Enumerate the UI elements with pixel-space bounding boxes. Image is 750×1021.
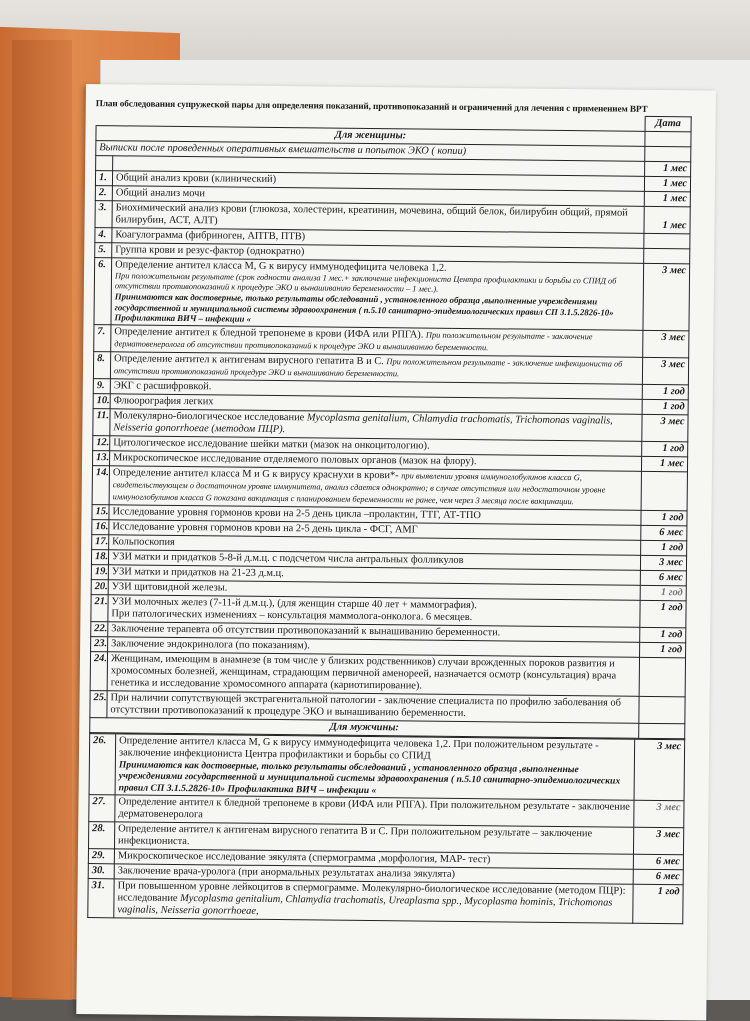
item-text: Флюорография легких — [110, 393, 642, 414]
table-row: 26. Определение антител класса M, G к вирусу иммунодефицита человека 1,2. При положительном результате - заключение инфекциониста Центра профилактики и борьбы со СПИД Принимаются как достоверные, только результаты обследований , установленного образца ,выполненные учреждениями государственной и муниципальной системы здравоохранения ( п.5.10 санитарно-эпидемиологических правил СП 3.1.5.2826-10» Профилактика ВИЧ – инфекции « 3 мес — [89, 733, 685, 801]
item-note: при выявлении уровня иммуноглобулинов класса G, свидетельствующем о достаточном уровне иммунитета, анализ сдается однократно; в случае отсутствия или недостаточном уровне иммуноглобулинов класса G показана вакцинация с планированием беременности не ранее, чем через 3 месяца после вакцинации. — [112, 470, 606, 506]
item-text: УЗИ молочных желез (7-11-й д.м.ц.), (для женщин старше 40 лет + маммография). При патологических изменениях – консультация маммолога-онколога. 6 месяцев. — [108, 594, 640, 627]
table-row: 5. Группа крови и резус-фактор (однократно) — [95, 243, 690, 264]
item-text: Кольпоскопия — [109, 534, 641, 555]
item-text: Заключение врача-уролога (при анормальных результатах анализа эякулята) — [114, 864, 633, 884]
item-text: УЗИ матки и придатков на 21-23 д.м.ц. — [108, 564, 640, 585]
item-date: 3 мес — [640, 555, 686, 570]
item-date: 1 год — [640, 585, 686, 600]
extracts-note: Выписки после проведенных оперативных вмешательств и попыток ЭКО ( копии) — [96, 141, 645, 162]
table-row: 24. Женщинам, имеющим в анамнезе (в том числе у близких родственников) случаи врожденных пороков развития и хромосомных болезней, женщинам, страдающим первичной аменореей, назначается осмотр (консультация) врача генетика и исследование хромосомного аппарата (кариотипирование). — [90, 651, 685, 696]
table-row: 15. Исследование уровня гормонов крови на 2-5 день цикла –пролактин, ТТГ, АТ-ТПО 1 год — [92, 504, 687, 525]
item-date: 1 год — [642, 441, 688, 456]
table-row: 10. Флюорография легких 1 год — [93, 393, 688, 414]
table-row: 8. Определение антител к антигенам вирусного гепатита В и С. При положительном результате - заключение инфекциониста об отсутствии противопоказаний процедуре ЭКО и вынашиванию беременности. 3 мес — [93, 351, 688, 384]
item-date: 6 мес — [640, 570, 686, 585]
table-row: 1. Общий анализ крови (клинический) 1 мес — [95, 171, 690, 192]
table-row: 29. Микроскопическое исследование эякулята (спермограмма ,морфология, МАР- тест) 6 мес — [88, 849, 683, 870]
item-date: 1 мес — [641, 456, 687, 471]
item-text: УЗИ матки и придатков 5-8-й д.м.ц. с подсчетом числа антральных фолликулов — [108, 549, 640, 570]
table-row: 22. Заключение терапевта об отсутствии противопоказаний к вынашиванию беременности. 1 год — [91, 621, 686, 642]
item-accepted-note: Принимаются как достоверные, только результаты обследований , установленного образца ,выполненные учреждениями государственной и муниципальной системы здравоохранения ( п.5.10 санитарно-эпидемиологических правил СП 3.1.5.2826-10» Профилактика ВИЧ – инфекции « — [114, 291, 614, 324]
item-text: Исследование уровня гормонов крови на 2-5 день цикла –пролактин, ТТГ, АТ-ТПО — [109, 504, 641, 525]
table-row: 23. Заключение эндокринолога (по показаниям). 1 год — [91, 636, 686, 657]
item-text: Определение антител к антигенам вирусного гепатита В и С. При положительном результате – заключение инфекциониста. — [114, 822, 633, 854]
table-row: 14. Определение антител класса M и G к вирусу краснухи в крови*- при выявлении уровня иммуноглобулинов класса G, свидетельствующем о достаточном уровне иммунитета, анализ сдается однократно; в случае отсутствия или недостаточном уровне иммуноглобулинов класса G показана вакцинация с планированием беременности не ранее, чем через 3 месяца после вакцинации. — [92, 465, 687, 510]
women-section-header: Для женщины: — [96, 126, 645, 147]
table-row: 13. Микроскопическое исследование отделяемого половых органов (мазок на флору). 1 мес — [93, 450, 688, 471]
table-row: 12. Цитологическое исследование шейки матки (мазок на онкоцитологию). 1 год — [93, 435, 688, 456]
item-text: Микроскопическое исследование эякулята (спермограмма ,морфология, МАР- тест) — [114, 849, 633, 869]
item-text: Коагулограмма (фибриноген, АПТВ, ПТВ) — [112, 228, 644, 249]
table-row: 17. Кольпоскопия 1 год — [92, 534, 687, 555]
item-text: Определение антител класса M, G к вирусу иммунодефицита человека 1,2. При положительном результате (срок годности анализа 1 мес.+ заключение инфекциониста Центра профилактики и борьбы со СПИД об отсутствии противопоказаний к процедуре ЭКО и вынашиванию беременности – 1 мес.). Принимаются как достоверные, только результаты обследований , установленного образца ,выполненные учреждениями государственной и муниципальной системы здравоохранения ( п.5.10 санитарно-эпидемиологических правил СП 3.1.5.2826-10» Профилактика ВИЧ – инфекции « — [111, 258, 644, 330]
table-row: 21. УЗИ молочных желез (7-11-й д.м.ц.), (для женщин старше 40 лет + маммография). При патологических изменениях – консультация маммолога-онколога. 6 месяцев. 1 год — [91, 594, 686, 627]
item-date — [644, 248, 690, 263]
item-text: Определение антител к бледной трепонеме в крови (ИФА или РПГА). При положительном результате - заключение дерматовенеролога об отсутствии противопоказаний к процедуре ЭКО и вынашиванию беременности. — [111, 324, 643, 357]
item-text: Определение антител к бледной трепонеме в крови (ИФА или РПГА). При положительном результате - заключение дерматовенеролога — [115, 795, 634, 827]
item-text: Определение антител класса M, G к вирусу иммунодефицита человека 1,2. При положительном результате - заключение инфекциониста Центра профилактики и борьбы со СПИД Принимаются как достоверные, только результаты обследований , установленного образца ,выполненные учреждениями государственной и муниципальной системы здравоохранения ( п.5.10 санитарно-эпидемиологических правил СП 3.1.5.2826-10» Профилактика ВИЧ – инфекции « — [115, 733, 635, 800]
item-date: 1 год — [633, 884, 683, 924]
item-text: Определение антител класса M и G к вирусу краснухи в крови*- при выявлении уровня иммуноглобулинов класса G, свидетельствующем о достаточном уровне иммунитета, анализ сдается однократно; в случае отсутствия или недостаточном уровне иммуноглобулинов класса G показана вакцинация с планированием беременности не ранее, чем через 3 месяца после вакцинации. — [109, 465, 641, 510]
item-text: Биохимический анализ крови (глюкоза, холестерин, креатинин, мочевина, общий белок, билирубин общий, прямой билирубин, АСТ, АЛТ) — [112, 201, 644, 234]
table-row: 3. Биохимический анализ крови (глюкоза, холестерин, креатинин, мочевина, общий белок, билирубин общий, прямой билирубин, АСТ, АЛТ) 1 мес — [95, 201, 690, 234]
item-date: 3 мес — [642, 414, 688, 441]
table-row: 20. УЗИ щитовидной железы. 1 год — [91, 579, 686, 600]
date-column-header: Дата — [645, 116, 691, 131]
item-text: Определение антител к антигенам вирусного гепатита В и С. При положительном результате - заключение инфекциониста об отсутствии противопоказаний процедуре ЭКО и вынашиванию беременности. — [110, 351, 642, 384]
item-note: При положительном результате (срок годности анализа 1 мес.+ заключение инфекциониста Центра профилактики и борьбы со СПИД об отсутствии противопоказаний к процедуре ЭКО и вынашиванию беременности – 1 мес.). — [114, 271, 617, 294]
item-date: 1 мес — [644, 191, 690, 206]
item-text: При наличии сопутствующей экстрагенитальной патологии - заключение специалиста по профилю заболевания об отсутствии противопоказаний к процедуре ЭКО и вынашиванию беременности. — [107, 690, 639, 723]
item-date — [639, 657, 685, 696]
table-row: 11. Молекулярно-биологическое исследование Mycoplasma genitalium, Chlamydia trachomatis, Trichomonas vaginalis, Neisseria gonorrhoeae (методом ПЦР). 3 мес — [93, 408, 688, 441]
table-row: 2. Общий анализ мочи 1 мес — [95, 186, 690, 207]
item-date: 1 мес — [644, 206, 690, 233]
item-date — [644, 233, 690, 248]
table-row: 28. Определение антител к антигенам вирусного гепатита В и С. При положительном результате – заключение инфекциониста. 3 мес — [88, 822, 683, 855]
item-date: 3 мес — [634, 800, 684, 828]
item-date: 3 мес — [634, 739, 685, 801]
item-text: Молекулярно-биологическое исследование Mycoplasma genitalium, Chlamydia trachomatis, Trichomonas vaginalis, Neisseria gonorrhoeae (методом ПЦР). — [110, 408, 642, 441]
item-text: Микроскопическое исследование отделяемого половых органов (мазок на флору). — [110, 450, 642, 471]
item-date: 1 мес — [645, 161, 691, 176]
table-row: 16. Исследование уровня гормонов крови на 2-5 день цикла - ФСГ, АМГ 6 мес — [92, 519, 687, 540]
table-row: 27. Определение антител к бледной трепонеме в крови (ИФА или РПГА). При положительном результате - заключение дерматовенеролога 3 мес — [89, 795, 684, 828]
table-row: 19. УЗИ матки и придатков на 21-23 д.м.ц. 6 мес — [91, 564, 686, 585]
item-date: 6 мес — [641, 525, 687, 540]
item-date: 1 год — [642, 399, 688, 414]
men-plan-table — [87, 733, 685, 925]
item-text: Исследование уровня гормонов крови на 2-5 день цикла - ФСГ, АМГ — [109, 519, 641, 540]
item-date: 3 мес — [642, 357, 688, 384]
item-text: УЗИ щитовидной железы. — [108, 579, 640, 600]
item-text: Общий анализ крови (клинический) — [112, 171, 644, 192]
item-date: 1 год — [641, 510, 687, 525]
item-date: 3 мес — [643, 330, 689, 357]
item-text: ЭКГ с расшифровкой. — [110, 378, 642, 399]
item-accepted-note: Принимаются как достоверные, только результаты обследований , установленного образца ,выполненные учреждениями государственной и муниципальной системы здравоохранения ( п.5.10 санитарно-эпидемиологических правил СП 3.1.5.2826-10» Профилактика ВИЧ – инфекции « — [118, 758, 621, 796]
plan-table — [89, 110, 691, 739]
item-note: При положительном результате - заключение инфекциониста об отсутствии противопоказаний процедуре ЭКО и вынашиванию беременности. — [113, 356, 623, 378]
item-text: Группа крови и резус-фактор (однократно) — [112, 243, 644, 264]
item-date: 1 год — [641, 540, 687, 555]
item-date: 6 мес — [633, 854, 683, 870]
orange-folder-edge — [12, 40, 72, 1000]
item-date: 1 год — [640, 627, 686, 642]
item-text: Заключение эндокринолога (по показаниям). — [108, 636, 640, 657]
document-sheet — [76, 84, 716, 1021]
table-row: 25. При наличии сопутствующей экстрагенитальной патологии - заключение специалиста по профилю заболевания об отсутствии противопоказаний к процедуре ЭКО и вынашиванию беременности. — [90, 690, 685, 723]
table-row: 30. Заключение врача-уролога (при анормальных результатах анализа эякулята) 6 мес — [88, 864, 683, 885]
table-row: 7. Определение антител к бледной трепонеме в крови (ИФА или РПГА). При положительном результате - заключение дерматовенеролога об отсутствии противопоказаний к процедуре ЭКО и вынашиванию беременности. 3 мес — [94, 324, 689, 357]
document-title: План обследования супружеской пары для определения показаний, противопоказаний и ограничений для лечения с применением ВРТ — [95, 98, 648, 114]
table-row: 18. УЗИ матки и придатков 5-8-й д.м.ц. с подсчетом числа антральных фолликулов 3 мес — [91, 549, 686, 570]
men-section-header: Для мужчины: — [90, 717, 639, 738]
table-row: 31. При повышенном уровне лейкоцитов в спермограмме. Молекулярно-биологическое исследование (методом ПЦР): исследование Mycoplasma genitalium, Chlamydia trachomatis, Ureaplasma spp., Mycoplasma hominis, Trichomonas vaginalis, Neisseria gonorrhoeae, 1 год — [88, 879, 683, 924]
item-date: 1 год — [640, 600, 686, 627]
item-date: 1 мес — [644, 176, 690, 191]
item-text: Заключение терапевта об отсутствии противопоказаний к вынашиванию беременности. — [108, 621, 640, 642]
table-row: 4. Коагулограмма (фибриноген, АПТВ, ПТВ) — [95, 228, 690, 249]
item-date: 3 мес — [633, 827, 683, 855]
item-date: 1 год — [642, 384, 688, 399]
item-date: 1 год — [640, 642, 686, 657]
item-text: Общий анализ мочи — [112, 186, 644, 207]
item-date — [639, 696, 685, 723]
item-date — [641, 471, 687, 510]
item-date: 6 мес — [633, 869, 683, 885]
table-row: 9. ЭКГ с расшифровкой. 1 год — [93, 378, 688, 399]
item-note: При положительном результате - заключение дерматовенеролога об отсутствии противопоказаний к процедуре ЭКО и вынашиванию беременности. — [114, 330, 593, 352]
document — [87, 90, 692, 924]
item-text: Женщинам, имеющим в анамнезе (в том числе у близких родственников) случаи врожденных пороков развития и хромосомных болезней, женщинам, страдающим первичной аменореей, назначается осмотр (консультация) врача генетика и исследование хромосомного аппарата (кариотипирование). — [107, 651, 639, 696]
item-text: Цитологическое исследование шейки матки (мазок на онкоцитологию). — [110, 435, 642, 456]
table-row: 6. Определение антител класса M, G к вирусу иммунодефицита человека 1,2. При положительном результате (срок годности анализа 1 мес.+ заключение инфекциониста Центра профилактики и борьбы со СПИД об отсутствии противопоказаний к процедуре ЭКО и вынашиванию беременности – 1 мес.). Принимаются как достоверные, только результаты обследований , установленного образца ,выполненные учреждениями государственной и муниципальной системы здравоохранения ( п.5.10 санитарно-эпидемиологических правил СП 3.1.5.2826-10» Профилактика ВИЧ – инфекции « 3 мес — [94, 258, 690, 331]
item-text: При повышенном уровне лейкоцитов в спермограмме. Молекулярно-биологическое исследование (методом ПЦР): исследование Mycoplasma genitalium, Chlamydia trachomatis, Ureaplasma spp., Mycoplasma hominis, Trichomonas vaginalis, Neisseria gonorrhoeae, — [114, 879, 633, 923]
item-date: 3 мес — [643, 263, 690, 330]
